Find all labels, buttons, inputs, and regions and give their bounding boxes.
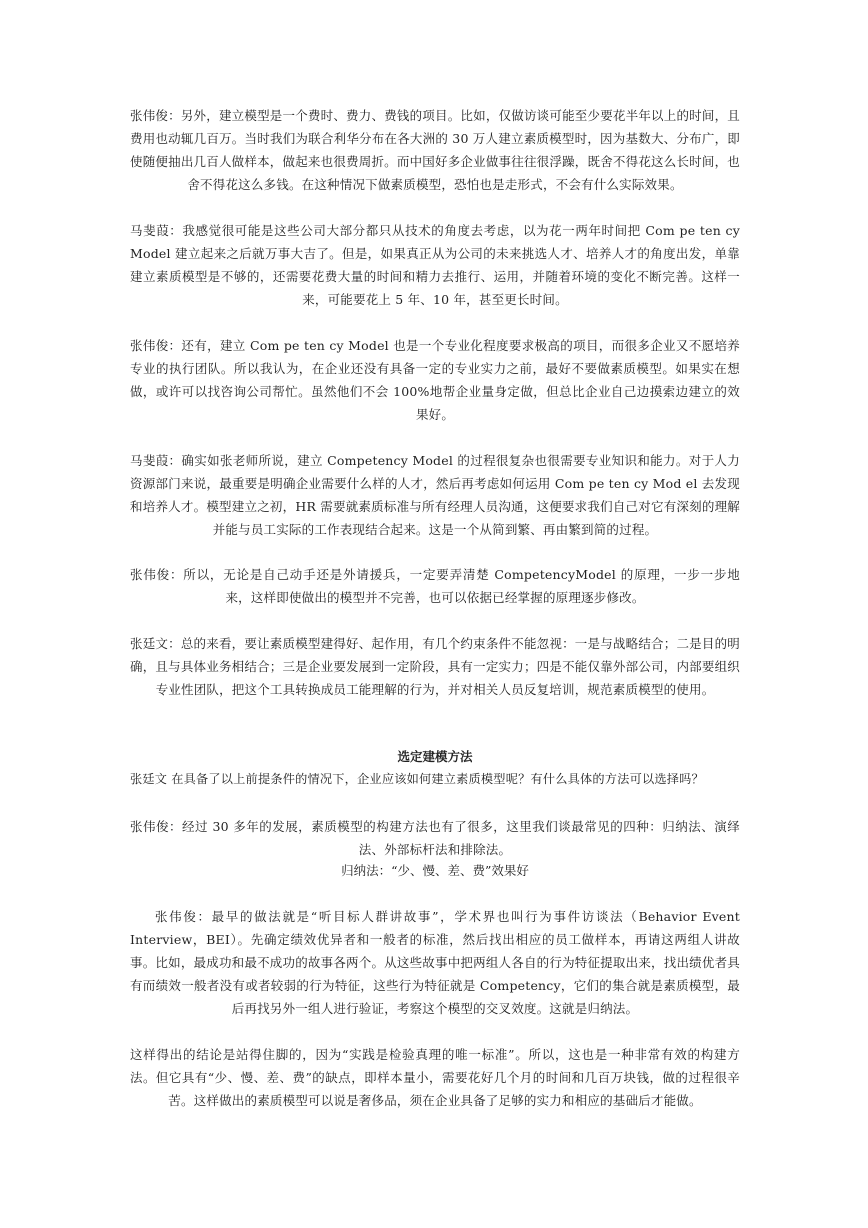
- method-subheading: 归纳法：“少、慢、差、费”效果好: [341, 863, 529, 878]
- paragraph-5: 张伟俊：所以，无论是自己动手还是外请援兵，一定要弄清楚 CompetencyModel 的原理，一步一步地来，这样即使做出的模型并不完善，也可以依据已经掌握的原理逐步修改。: [130, 567, 740, 605]
- paragraph-9: 这样得出的结论是站得住脚的，因为“实践是检验真理的唯一标准”。所以，这也是一种非常有效的构建方法。但它具有“少、慢、差、费”的缺点，即样本量小，需要花好几个月的时间和几百万块钱，做的过程很辛苦。这样做出的素质模型可以说是奢侈品，须在企业具备了足够的实力和相应的基础后才能做。: [130, 1047, 740, 1108]
- section-heading: 选定建模方法: [397, 749, 473, 764]
- paragraph-7: 张伟俊：经过 30 多年的发展，素质模型的构建方法也有了很多，这里我们谈最常见的四种：归纳法、演绎法、外部标杆法和排除法。: [130, 819, 740, 857]
- paragraph-8: 张伟俊：最早的做法就是“听目标人群讲故事”，学术界也叫行为事件访谈法（Behavior Event Interview，BEI）。先确定绩效优异者和一般者的标准，然后找出相应的员工做样本，再请这两组人讲故事。比如，最成功和最不成功的故事各两个。从这些故事中把两组人各自的行为特征提取出来，找出绩优者具有而绩效一般者没有或者较弱的行为特征，这些行为特征就是 Competency，它们的集合就是素质模型，最后再找另外一组人进行验证，考察这个模型的交叉效度。这就是归纳法。: [130, 909, 740, 1016]
- paragraph-4: 马斐葭：确实如张老师所说，建立 Competency Model 的过程很复杂也很需要专业知识和能力。对于人力资源部门来说，最重要是明确企业需要什么样的人才，然后再考虑如何运用 Com pe ten cy Mod el 去发现和培养人才。模型建立之初，HR 需要就素质标准与所有经理人员沟通，这便要求我们自己对它有深刻的理解并能与员工实际的工作表现结合起来。这是一个从简到繁、再由繁到简的过程。: [130, 453, 740, 537]
- paragraph-6: 张廷文：总的来看，要让素质模型建得好、起作用，有几个约束条件不能忽视：一是与战略结合；二是目的明确，且与具体业务相结合；三是企业要发展到一定阶段，具有一定实力；四是不能仅靠外部公司，内部要组织专业性团队，把这个工具转换成员工能理解的行为，并对相关人员反复培训，规范素质模型的使用。: [130, 636, 740, 697]
- question-paragraph: 张廷文 在具备了以上前提条件的情况下，企业应该如何建立素质模型呢？有什么具体的方法可以选择吗？: [130, 772, 704, 786]
- paragraph-1: 张伟俊：另外，建立模型是一个费时、费力、费钱的项目。比如，仅做访谈可能至少要花半年以上的时间，且费用也动辄几百万。当时我们为联合利华分布在各大洲的 30 万人建立素质模型时，因为基数大、分布广，即使随便抽出几百人做样本，做起来也很费周折。而中国好多企业做事往往很浮躁，既舍不得花这么长时间，也舍不得花这么多钱。在这种情况下做素质模型，恐怕也是走形式，不会有什么实际效果。: [130, 108, 740, 192]
- paragraph-3: 张伟俊：还有，建立 Com pe ten cy Model 也是一个专业化程度要求极高的项目，而很多企业又不愿培养专业的执行团队。所以我认为，在企业还没有具备一定的专业实力之前，最好不要做素质模型。如果实在想做，或许可以找咨询公司帮忙。虽然他们不会 100%地帮企业量身定做，但总比企业自己边摸索边建立的效果好。: [130, 338, 740, 422]
- paragraph-2: 马斐葭：我感觉很可能是这些公司大部分都只从技术的角度去考虑，以为花一两年时间把 Com pe ten cy Model 建立起来之后就万事大吉了。但是，如果真正从为公司的未来挑选人才、培养人才的角度出发，单靠建立素质模型是不够的，还需要花费大量的时间和精力去推行、运用，并随着环境的变化不断完善。这样一来，可能要花上 5 年、10 年，甚至更长时间。: [130, 223, 740, 307]
